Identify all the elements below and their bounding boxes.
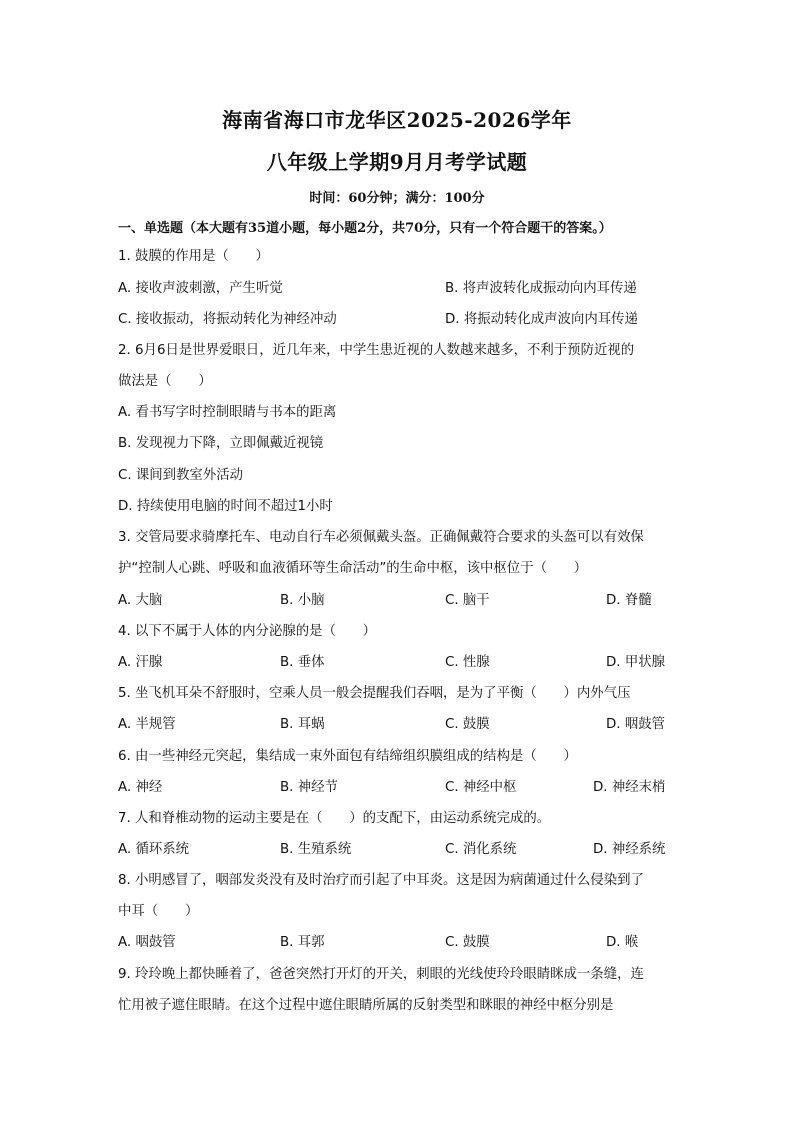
question-4-option-d: D. 甲状腺 <box>606 655 665 670</box>
question-6-option-a: A. 神经 <box>118 780 163 795</box>
question-2-option-c: C. 课间到教室外活动 <box>118 468 243 483</box>
question-5-stem: 5. 坐飞机耳朵不舒服时，空乘人员一般会提醒我们吞咽，是为了平衡（ ）内外气压 <box>118 686 631 701</box>
question-2-option-a: A. 看书写字时控制眼睛与书本的距离 <box>118 405 337 420</box>
question-3-option-a: A. 大脑 <box>118 593 163 608</box>
question-1-option-a: A. 接收声波刺激，产生听觉 <box>118 281 283 296</box>
question-1-option-b: B. 将声波转化成振动向内耳传递 <box>445 281 637 296</box>
question-6-stem: 6. 由一些神经元突起，集结成一束外面包有结缔组织膜组成的结构是（ ） <box>118 749 577 764</box>
question-9-stem-line1: 9. 玲玲晚上都快睡着了，爸爸突然打开灯的开关，刺眼的光线使玲玲眼睛眯成一条缝，连 <box>118 967 644 982</box>
question-3-option-c: C. 脑干 <box>445 593 490 608</box>
question-6-option-b: B. 神经节 <box>280 780 338 795</box>
question-4-stem: 4. 以下不属于人体的内分泌腺的是（ ） <box>118 624 377 639</box>
question-3-option-b: B. 小脑 <box>280 593 325 608</box>
question-2-option-d: D. 持续使用电脑的时间不超过1小时 <box>118 499 333 514</box>
question-7-stem: 7. 人和脊椎动物的运动主要是在（ ）的支配下，由运动系统完成的。 <box>118 811 551 826</box>
question-7-option-c: C. 消化系统 <box>445 842 517 857</box>
question-6-option-c: C. 神经中枢 <box>445 780 517 795</box>
question-1-option-d: D. 将振动转化成声波向内耳传递 <box>445 312 638 327</box>
question-6-option-d: D. 神经末梢 <box>593 780 666 795</box>
question-9-stem-line2: 忙用被子遮住眼睛。在这个过程中遮住眼睛所属的反射类型和眯眼的神经中枢分别是 <box>118 998 614 1013</box>
question-7-option-a: A. 循环系统 <box>118 842 189 857</box>
question-3-stem-line1: 3. 交管局要求骑摩托车、电动自行车必须佩戴头盔。正确佩戴符合要求的头盔可以有效保 <box>118 530 644 545</box>
question-4-option-c: C. 性腺 <box>445 655 490 670</box>
question-5-option-c: C. 鼓膜 <box>445 717 490 732</box>
question-7-option-b: B. 生殖系统 <box>280 842 352 857</box>
exam-title-line2: 八年级上学期9月月考学试题 <box>266 150 528 174</box>
exam-title-line1: 海南省海口市龙华区2025-2026学年 <box>222 108 572 132</box>
question-8-stem-line2: 中耳（ ） <box>118 904 199 919</box>
question-1-stem: 1. 鼓膜的作用是（ ） <box>118 249 269 264</box>
question-2-option-b: B. 发现视力下降，立即佩戴近视镜 <box>118 436 324 451</box>
question-8-option-a: A. 咽鼓管 <box>118 935 176 950</box>
question-1-option-c: C. 接收振动，将振动转化为神经冲动 <box>118 312 337 327</box>
question-5-option-d: D. 咽鼓管 <box>606 717 665 732</box>
question-2-stem-line1: 2. 6月6日是世界爱眼日，近几年来，中学生患近视的人数越来越多，不利于预防近视的 <box>118 343 635 358</box>
question-4-option-b: B. 垂体 <box>280 655 325 670</box>
question-2-stem-line2: 做法是（ ） <box>118 374 212 389</box>
question-8-option-d: D. 喉 <box>606 935 639 950</box>
question-7-option-d: D. 神经系统 <box>593 842 666 857</box>
section-heading: 一、单选题（本大题有35道小题，每小题2分，共70分，只有一个符合题干的答案。） <box>118 221 612 236</box>
question-8-option-c: C. 鼓膜 <box>445 935 490 950</box>
question-3-option-d: D. 脊髓 <box>606 593 652 608</box>
question-8-stem-line1: 8. 小明感冒了，咽部发炎没有及时治疗而引起了中耳炎。这是因为病菌通过什么侵染到了 <box>118 873 644 888</box>
question-3-stem-line2: 护“控制人心跳、呼吸和血液循环等生命活动”的生命中枢，该中枢位于（ ） <box>118 561 588 576</box>
question-4-option-a: A. 汗腺 <box>118 655 163 670</box>
question-5-option-b: B. 耳蜗 <box>280 717 325 732</box>
exam-meta: 时间：60分钟；满分：100分 <box>309 191 485 206</box>
question-5-option-a: A. 半规管 <box>118 717 176 732</box>
question-8-option-b: B. 耳郭 <box>280 935 325 950</box>
